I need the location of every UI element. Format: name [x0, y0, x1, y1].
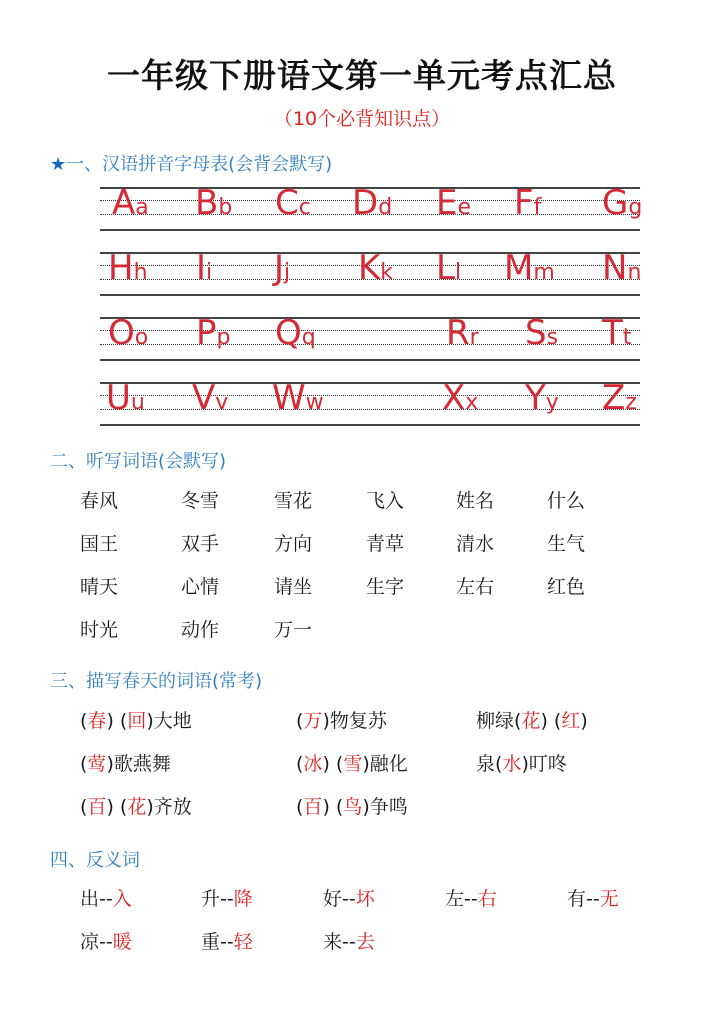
phrase-text: )齐放: [146, 796, 192, 818]
uppercase-letter: M: [504, 248, 534, 288]
alphabet-letter: [195, 183, 233, 224]
antonym-word: 凉: [80, 931, 100, 953]
lowercase-letter: k: [380, 260, 394, 285]
alphabet-letter: [108, 313, 149, 354]
spring-phrase: [80, 792, 192, 819]
antonym-row: [80, 927, 700, 970]
lowercase-letter: i: [206, 260, 213, 285]
uppercase-letter: Y: [525, 378, 546, 418]
antonym-separator: --: [586, 888, 600, 910]
lowercase-letter: l: [454, 260, 462, 285]
answer-char: 莺: [87, 753, 107, 775]
alphabet-letter: [272, 378, 324, 419]
phrase-text: )争鸣: [362, 796, 408, 818]
dictation-word: 左右: [456, 576, 495, 598]
antonym-pair: [567, 884, 619, 911]
phrase-text: )物复苏: [322, 710, 387, 732]
phrase-text: (: [296, 710, 304, 732]
uppercase-letter: U: [106, 378, 131, 418]
antonym-pair: [445, 884, 497, 911]
antonym-pair: [80, 884, 132, 911]
phrase-text: ) (: [106, 796, 128, 818]
answer-char: 万: [303, 710, 323, 732]
uppercase-letter: I: [196, 248, 207, 288]
word-row: [80, 615, 680, 658]
alphabet-letter: [514, 183, 542, 224]
staff-line: [100, 229, 640, 231]
answer-char: 春: [87, 710, 107, 732]
alphabet-letter: [108, 248, 148, 289]
alphabet-staff-row: [100, 378, 640, 420]
antonym-word: 重: [201, 931, 221, 953]
alphabet-letter: [196, 313, 231, 354]
antonym-separator: --: [220, 888, 234, 910]
antonym-pair: [323, 884, 375, 911]
dictation-word: 什么: [547, 490, 586, 512]
answer-char: 冰: [303, 753, 323, 775]
alphabet-letter: [525, 313, 559, 354]
lowercase-letter: f: [533, 195, 542, 220]
uppercase-letter: G: [602, 183, 629, 223]
dictation-word: 冬雪: [181, 490, 220, 512]
lowercase-letter: n: [627, 260, 642, 285]
answer-char: 雪: [343, 753, 363, 775]
dictation-word: 清水: [456, 533, 495, 555]
antonym-word: 出: [80, 888, 100, 910]
phrase-text: (: [80, 796, 88, 818]
star-icon: ★: [50, 154, 67, 175]
section-heading-antonyms: 四、反义词: [50, 850, 140, 871]
alphabet-staff-row: [100, 313, 640, 355]
dictation-word: 红色: [547, 576, 586, 598]
antonym-separator: --: [220, 931, 234, 953]
answer-char: 红: [561, 710, 581, 732]
antonym-answer: 降: [233, 888, 253, 910]
dictation-word: 方向: [274, 533, 313, 555]
uppercase-letter: A: [112, 183, 136, 223]
alphabet-letter: [602, 248, 642, 289]
uppercase-letter: L: [436, 248, 455, 288]
antonym-answer: 坏: [355, 888, 375, 910]
lowercase-letter: z: [625, 390, 637, 415]
uppercase-letter: W: [272, 378, 306, 418]
answer-char: 花: [127, 796, 147, 818]
phrase-text: )叮咚: [521, 753, 567, 775]
alphabet-letter: [196, 248, 213, 289]
staff-line: [100, 317, 640, 319]
lowercase-letter: y: [545, 390, 559, 415]
uppercase-letter: S: [525, 313, 547, 353]
antonym-pair: [80, 927, 132, 954]
alphabet-letter: [602, 378, 637, 419]
dictation-word: 春风: [80, 490, 119, 512]
antonym-separator: --: [99, 888, 113, 910]
antonym-row: [80, 884, 700, 927]
lowercase-letter: w: [305, 390, 324, 415]
antonym-word: 好: [323, 888, 343, 910]
answer-char: 百: [87, 796, 107, 818]
antonym-word: 来: [323, 931, 343, 953]
alphabet-letter: [275, 313, 316, 354]
staff-line: [100, 409, 640, 410]
spring-phrase: [80, 749, 171, 776]
antonym-answer: 右: [477, 888, 497, 910]
dictation-word: 国王: [80, 533, 119, 555]
lowercase-letter: t: [622, 325, 632, 350]
dictation-word: 双手: [181, 533, 220, 555]
lowercase-letter: g: [628, 195, 643, 220]
lowercase-letter: h: [133, 260, 148, 285]
alphabet-letter: [106, 378, 145, 419]
phrase-text: ) (: [106, 710, 128, 732]
uppercase-letter: V: [192, 378, 216, 418]
antonym-separator: --: [342, 931, 356, 953]
antonym-pair: [323, 927, 375, 954]
uppercase-letter: D: [352, 183, 379, 223]
section-heading-dictation: 二、听写词语(会默写): [50, 451, 227, 472]
dictation-words: [80, 486, 680, 658]
alphabet-letter: [192, 378, 229, 419]
antonym-word: 有: [567, 888, 587, 910]
phrase-text: ): [580, 710, 588, 732]
spring-phrase: [296, 749, 408, 776]
phrase-text: (: [80, 753, 88, 775]
alphabet-table: [100, 183, 643, 443]
dictation-word: 生气: [547, 533, 586, 555]
uppercase-letter: Z: [602, 378, 626, 418]
antonym-answer: 暖: [112, 931, 132, 953]
lowercase-letter: r: [469, 325, 479, 350]
word-row: [80, 486, 680, 529]
phrase-text: 泉(: [476, 753, 503, 775]
lowercase-letter: u: [130, 390, 145, 415]
staff-line: [100, 395, 640, 396]
dictation-word: 青草: [366, 533, 405, 555]
alphabet-letter: [442, 378, 479, 419]
uppercase-letter: B: [195, 183, 219, 223]
antonym-word: 升: [201, 888, 221, 910]
antonym-pair: [201, 884, 253, 911]
lowercase-letter: v: [215, 390, 229, 415]
lowercase-letter: m: [533, 260, 555, 285]
dictation-word: 心情: [181, 576, 220, 598]
word-row: [80, 572, 680, 615]
word-row: [80, 529, 680, 572]
uppercase-letter: K: [358, 248, 381, 288]
phrase-row: [80, 749, 700, 792]
lowercase-letter: j: [284, 260, 291, 285]
lowercase-letter: e: [457, 195, 472, 220]
phrase-text: (: [80, 710, 88, 732]
antonym-separator: --: [464, 888, 478, 910]
uppercase-letter: T: [602, 313, 623, 353]
spring-phrase: [296, 706, 387, 733]
dictation-word: 晴天: [80, 576, 119, 598]
phrase-text: 柳绿(: [476, 710, 522, 732]
dictation-word: 雪花: [274, 490, 313, 512]
staff-line: [100, 330, 640, 331]
antonym-separator: --: [342, 888, 356, 910]
antonyms-list: [80, 884, 700, 970]
uppercase-letter: N: [602, 248, 628, 288]
alphabet-letter: [504, 248, 555, 289]
section-heading-spring-phrases: 三、描写春天的词语(常考): [50, 671, 263, 692]
lowercase-letter: c: [298, 195, 311, 220]
uppercase-letter: Q: [275, 313, 302, 353]
section-heading-alphabet: ★一、汉语拼音字母表(会背会默写): [50, 154, 333, 175]
dictation-word: 飞入: [366, 490, 405, 512]
uppercase-letter: P: [196, 313, 217, 353]
staff-line: [100, 359, 640, 361]
alphabet-letter: [112, 183, 149, 224]
alphabet-letter: [275, 183, 311, 224]
answer-char: 百: [303, 796, 323, 818]
uppercase-letter: F: [514, 183, 534, 223]
alphabet-letter: [602, 313, 632, 354]
phrase-text: ) (: [322, 796, 344, 818]
spring-phrase: [80, 706, 192, 733]
spring-phrases: [80, 706, 700, 835]
dictation-word: 请坐: [274, 576, 313, 598]
alphabet-letter: [358, 248, 394, 289]
antonym-answer: 去: [355, 931, 375, 953]
uppercase-letter: H: [108, 248, 134, 288]
antonym-answer: 轻: [233, 931, 253, 953]
uppercase-letter: C: [275, 183, 299, 223]
dictation-word: 生字: [366, 576, 405, 598]
alphabet-letter: [436, 183, 472, 224]
alphabet-letter: [446, 313, 479, 354]
phrase-row: [80, 792, 700, 835]
answer-char: 回: [127, 710, 147, 732]
dictation-word: 动作: [181, 619, 220, 641]
staff-line: [100, 424, 640, 426]
lowercase-letter: o: [134, 325, 149, 350]
phrase-row: [80, 706, 700, 749]
lowercase-letter: p: [216, 325, 231, 350]
answer-char: 水: [502, 753, 522, 775]
antonym-pair: [201, 927, 253, 954]
alphabet-letter: [274, 248, 291, 289]
phrase-text: ) (: [540, 710, 562, 732]
uppercase-letter: E: [436, 183, 458, 223]
alphabet-letter: [436, 248, 462, 289]
phrase-text: )大地: [146, 710, 192, 732]
answer-char: 鸟: [343, 796, 363, 818]
antonym-answer: 无: [599, 888, 619, 910]
phrase-text: (: [296, 796, 304, 818]
alphabet-letter: [352, 183, 393, 224]
spring-phrase: [476, 749, 567, 776]
phrase-text: (: [296, 753, 304, 775]
antonym-answer: 入: [112, 888, 132, 910]
antonym-separator: --: [99, 931, 113, 953]
staff-line: [100, 382, 640, 384]
page-subtitle: （10个必背知识点）: [273, 108, 451, 130]
page-title: 一年级下册语文第一单元考点汇总: [107, 56, 617, 95]
dictation-word: 万一: [274, 619, 313, 641]
uppercase-letter: J: [274, 248, 285, 288]
phrase-text: )融化: [362, 753, 408, 775]
uppercase-letter: R: [446, 313, 470, 353]
lowercase-letter: d: [378, 195, 393, 220]
lowercase-letter: x: [465, 390, 479, 415]
staff-line: [100, 344, 640, 345]
lowercase-letter: a: [135, 195, 149, 220]
uppercase-letter: O: [108, 313, 135, 353]
spring-phrase: [476, 706, 588, 733]
alphabet-letter: [602, 183, 643, 224]
antonym-word: 左: [445, 888, 465, 910]
lowercase-letter: b: [218, 195, 233, 220]
dictation-word: 姓名: [456, 490, 495, 512]
alphabet-staff-row: [100, 248, 640, 290]
lowercase-letter: s: [546, 325, 559, 350]
answer-char: 花: [521, 710, 541, 732]
lowercase-letter: q: [301, 325, 316, 350]
phrase-text: ) (: [322, 753, 344, 775]
spring-phrase: [296, 792, 408, 819]
alphabet-letter: [525, 378, 559, 419]
staff-line: [100, 294, 640, 296]
dictation-word: 时光: [80, 619, 119, 641]
uppercase-letter: X: [442, 378, 466, 418]
alphabet-staff-row: [100, 183, 643, 225]
phrase-text: )歌燕舞: [106, 753, 171, 775]
